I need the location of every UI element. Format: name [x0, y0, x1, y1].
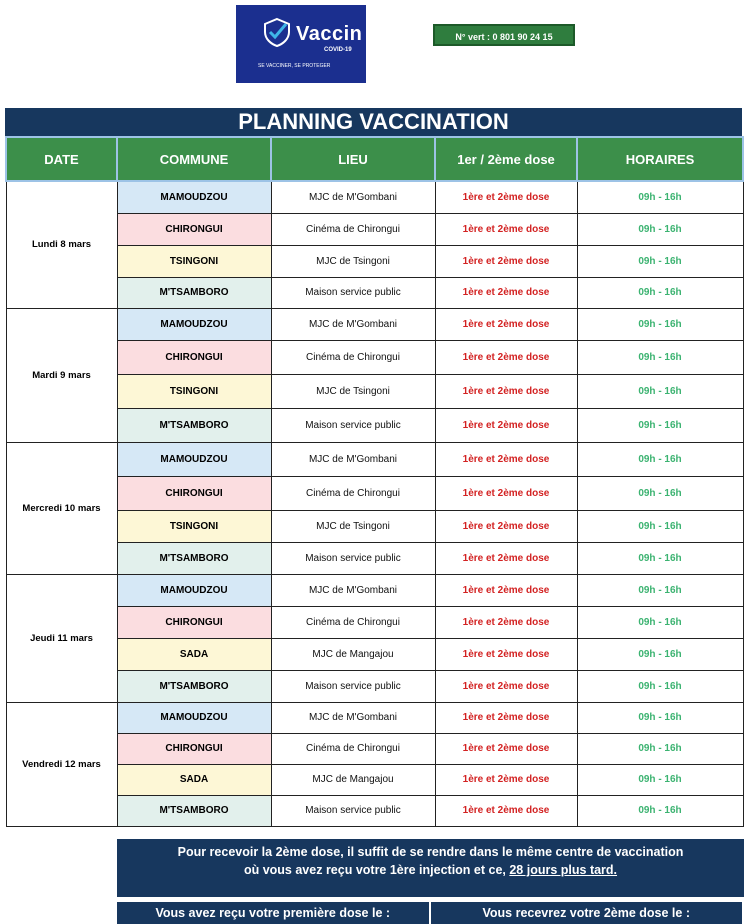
- commune-cell: MAMOUDZOU: [117, 308, 271, 340]
- dose-cell: 1ère et 2ème dose: [435, 733, 577, 764]
- dose-cell: 1ère et 2ème dose: [435, 476, 577, 510]
- commune-cell: CHIRONGUI: [117, 606, 271, 638]
- hours-cell: 09h - 16h: [577, 542, 743, 574]
- table-row: [6, 670, 743, 702]
- lieu-cell: Cinéma de Chirongui: [271, 733, 435, 764]
- hours-cell: 09h - 16h: [577, 340, 743, 374]
- commune-cell: M'TSAMBORO: [117, 408, 271, 442]
- commune-cell: CHIRONGUI: [117, 476, 271, 510]
- dose-cell: 1ère et 2ème dose: [435, 181, 577, 213]
- commune-cell: MAMOUDZOU: [117, 574, 271, 606]
- dose-cell: 1ère et 2ème dose: [435, 574, 577, 606]
- commune-cell: CHIRONGUI: [117, 340, 271, 374]
- table-row: [6, 181, 743, 213]
- lieu-cell: MJC de Mangajou: [271, 638, 435, 670]
- lieu-cell: MJC de Tsingoni: [271, 510, 435, 542]
- lieu-cell: Cinéma de Chirongui: [271, 476, 435, 510]
- lieu-cell: Maison service public: [271, 408, 435, 442]
- dose-cell: 1ère et 2ème dose: [435, 542, 577, 574]
- dose-cell: 1ère et 2ème dose: [435, 374, 577, 408]
- table-row: [6, 277, 743, 308]
- commune-cell: M'TSAMBORO: [117, 542, 271, 574]
- planning-table: [5, 108, 742, 827]
- hours-cell: 09h - 16h: [577, 638, 743, 670]
- lieu-cell: Maison service public: [271, 795, 435, 826]
- vaccin-logo: [236, 5, 366, 83]
- hours-cell: 09h - 16h: [577, 764, 743, 795]
- hours-cell: 09h - 16h: [577, 308, 743, 340]
- lieu-cell: MJC de M'Gombani: [271, 181, 435, 213]
- commune-cell: M'TSAMBORO: [117, 277, 271, 308]
- info-line-1: Pour recevoir la 2ème dose, il suffit de se rendre dans le même centre de vaccination: [177, 845, 684, 859]
- lieu-cell: Maison service public: [271, 542, 435, 574]
- hours-cell: 09h - 16h: [577, 702, 743, 733]
- dose-cell: 1ère et 2ème dose: [435, 795, 577, 826]
- hours-cell: 09h - 16h: [577, 606, 743, 638]
- hours-cell: 09h - 16h: [577, 374, 743, 408]
- shield-check-icon: [262, 17, 292, 47]
- lieu-cell: Cinéma de Chirongui: [271, 213, 435, 245]
- first-dose-label: Vous avez reçu votre première dose le :: [117, 902, 431, 924]
- dose-cell: 1ère et 2ème dose: [435, 408, 577, 442]
- dose-cell: 1ère et 2ème dose: [435, 340, 577, 374]
- commune-cell: MAMOUDZOU: [117, 181, 271, 213]
- lieu-cell: MJC de Tsingoni: [271, 245, 435, 277]
- second-dose-label: Vous recevrez votre 2ème dose le :: [431, 902, 745, 924]
- hours-cell: 09h - 16h: [577, 574, 743, 606]
- table-row: [6, 606, 743, 638]
- dose-cell: 1ère et 2ème dose: [435, 308, 577, 340]
- table-row: [6, 542, 743, 574]
- table-row: [6, 476, 743, 510]
- hours-cell: 09h - 16h: [577, 245, 743, 277]
- commune-cell: TSINGONI: [117, 374, 271, 408]
- table-row: [6, 795, 743, 826]
- info-emphasis: 28 jours plus tard.: [509, 863, 618, 877]
- second-dose-info: [117, 839, 744, 897]
- table-row: [6, 574, 743, 606]
- table-row: [6, 308, 743, 340]
- hours-cell: 09h - 16h: [577, 277, 743, 308]
- table-row: [6, 442, 743, 476]
- dose-cell: 1ère et 2ème dose: [435, 245, 577, 277]
- hours-cell: 09h - 16h: [577, 442, 743, 476]
- commune-cell: SADA: [117, 764, 271, 795]
- table-row: [6, 374, 743, 408]
- dose-cell: 1ère et 2ème dose: [435, 670, 577, 702]
- dose-cell: 1ère et 2ème dose: [435, 702, 577, 733]
- hours-cell: 09h - 16h: [577, 733, 743, 764]
- table-row: [6, 733, 743, 764]
- table-row: [6, 510, 743, 542]
- dose-cell: 1ère et 2ème dose: [435, 764, 577, 795]
- info-line-2: où vous avez reçu votre 1ère injection et ce, 28 jours plus tard.: [243, 863, 618, 877]
- hours-cell: 09h - 16h: [577, 213, 743, 245]
- phone-number-badge: N° vert : 0 801 90 24 15: [433, 24, 575, 46]
- dose-cell: 1ère et 2ème dose: [435, 510, 577, 542]
- col-header-horaires: HORAIRES: [577, 137, 743, 181]
- lieu-cell: Cinéma de Chirongui: [271, 340, 435, 374]
- dose-date-row: [117, 902, 744, 924]
- lieu-cell: MJC de M'Gombani: [271, 442, 435, 476]
- commune-cell: CHIRONGUI: [117, 213, 271, 245]
- table-row: [6, 213, 743, 245]
- date-cell: Jeudi 11 mars: [6, 574, 117, 702]
- lieu-cell: Cinéma de Chirongui: [271, 606, 435, 638]
- hours-cell: 09h - 16h: [577, 181, 743, 213]
- dose-cell: 1ère et 2ème dose: [435, 277, 577, 308]
- commune-cell: SADA: [117, 638, 271, 670]
- lieu-cell: MJC de M'Gombani: [271, 702, 435, 733]
- lieu-cell: Maison service public: [271, 277, 435, 308]
- hours-cell: 09h - 16h: [577, 795, 743, 826]
- dose-cell: 1ère et 2ème dose: [435, 606, 577, 638]
- date-cell: Vendredi 12 mars: [6, 702, 117, 826]
- lieu-cell: MJC de M'Gombani: [271, 574, 435, 606]
- col-header-commune: COMMUNE: [117, 137, 271, 181]
- table-row: [6, 408, 743, 442]
- table-row: [6, 245, 743, 277]
- lieu-cell: Maison service public: [271, 670, 435, 702]
- date-cell: Lundi 8 mars: [6, 181, 117, 308]
- hours-cell: 09h - 16h: [577, 408, 743, 442]
- hours-cell: 09h - 16h: [577, 510, 743, 542]
- date-cell: Mardi 9 mars: [6, 308, 117, 442]
- col-header-date: DATE: [6, 137, 117, 181]
- col-header-lieu: LIEU: [271, 137, 435, 181]
- table-header-row: [6, 137, 743, 181]
- lieu-cell: MJC de Tsingoni: [271, 374, 435, 408]
- table-row: [6, 702, 743, 733]
- logo-brand: Vaccin: [296, 23, 363, 45]
- dose-cell: 1ère et 2ème dose: [435, 213, 577, 245]
- lieu-cell: MJC de M'Gombani: [271, 308, 435, 340]
- logo-sub: COVID-19: [324, 47, 352, 53]
- table-row: [6, 638, 743, 670]
- commune-cell: M'TSAMBORO: [117, 670, 271, 702]
- dose-cell: 1ère et 2ème dose: [435, 442, 577, 476]
- table-row: [6, 764, 743, 795]
- hours-cell: 09h - 16h: [577, 476, 743, 510]
- commune-cell: TSINGONI: [117, 245, 271, 277]
- col-header-dose: 1er / 2ème dose: [435, 137, 577, 181]
- commune-cell: CHIRONGUI: [117, 733, 271, 764]
- page-title: PLANNING VACCINATION: [5, 108, 742, 136]
- logo-tagline: SE VACCINER, SE PROTEGER: [258, 63, 331, 69]
- commune-cell: MAMOUDZOU: [117, 442, 271, 476]
- commune-cell: M'TSAMBORO: [117, 795, 271, 826]
- commune-cell: MAMOUDZOU: [117, 702, 271, 733]
- date-cell: Mercredi 10 mars: [6, 442, 117, 574]
- commune-cell: TSINGONI: [117, 510, 271, 542]
- dose-cell: 1ère et 2ème dose: [435, 638, 577, 670]
- lieu-cell: MJC de Mangajou: [271, 764, 435, 795]
- table-row: [6, 340, 743, 374]
- hours-cell: 09h - 16h: [577, 670, 743, 702]
